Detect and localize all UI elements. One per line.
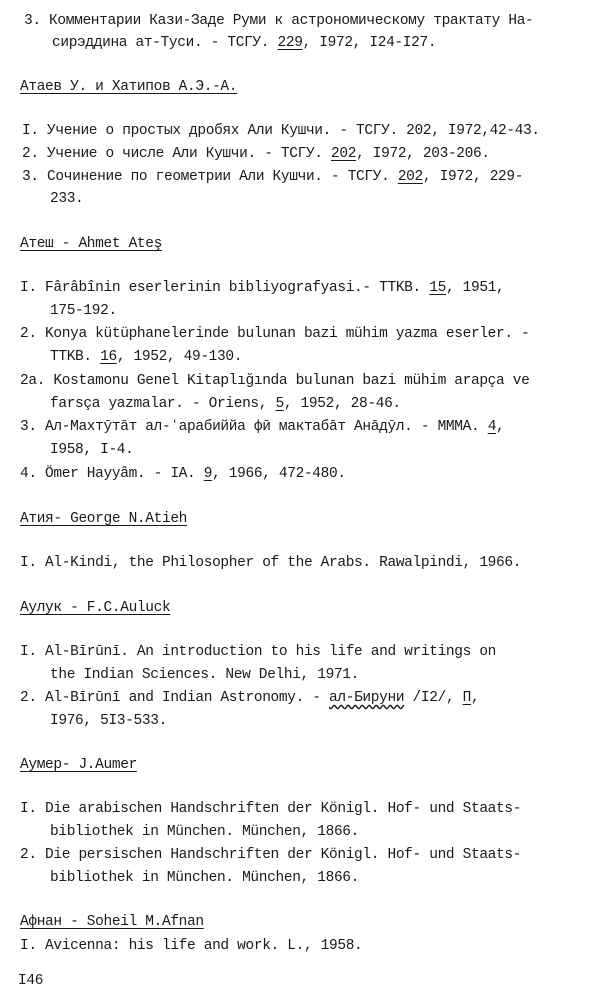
entry-line: I. Al-Kindi, the Philosopher of the Arabs. Rawalpindi, 1966. — [20, 555, 522, 571]
volume-number: 229 — [277, 35, 303, 51]
author-heading: Атаев У. и Хатипов А.Э.-А. — [20, 79, 238, 95]
entry-line: 3. Ал-Махтӯтāт ал-ʻарабиййа фӣ мактабāт Анāдӯл. - МММА. 4, — [20, 419, 505, 435]
entry-line: I. Fârâbînin eserlerinin bibliyografyasi.- TTKB. 15, 1951, — [20, 280, 505, 296]
entry-line: TTKB. 16, 1952, 49-130. — [50, 349, 243, 365]
entry-line: I. Avicenna: his life and work. L., 1958. — [20, 938, 363, 954]
entry-line: 3. Комментарии Кази-Заде Руми к астрономическому трактату На- — [24, 13, 534, 29]
author-heading: Аумер- J.Aumer — [20, 757, 137, 773]
entry-line: 4. Ömer Hayyâm. - IA. 9, 1966, 472-480. — [20, 466, 346, 482]
entry-line: I. Die arabischen Handschriften der Königl. Hof- und Staats- — [20, 801, 522, 817]
entry-line: 2. Die persischen Handschriften der Königl. Hof- und Staats- — [20, 847, 522, 863]
volume-number: 15 — [429, 280, 446, 296]
entry-line: 175-192. — [50, 303, 117, 319]
volume-number: 202 — [331, 146, 357, 162]
entry-line: I. Учение о простых дробях Али Кушчи. - ТСГУ. 202, I972,42-43. — [22, 123, 540, 139]
entry-line: сирэддина ат-Туси. - ТСГУ. 229, I972, I24-I27. — [52, 35, 437, 51]
entry-line: 2. Учение о числе Али Кушчи. - ТСГУ. 202, I972, 203-206. — [22, 146, 490, 162]
entry-line: I976, 5I3-533. — [50, 713, 167, 729]
entry-line: bibliothek in München. München, 1866. — [50, 870, 360, 886]
book-title: ал-Бируни — [329, 690, 405, 706]
entry-line: I958, I-4. — [50, 442, 134, 458]
volume-number: 4 — [487, 419, 497, 435]
author-heading: Атеш - Ahmet Ateş — [20, 236, 162, 252]
author-heading: Атия- George N.Atieh — [20, 511, 188, 527]
entry-line: farsça yazmalar. - Oriens, 5, 1952, 28-46. — [50, 396, 401, 412]
volume-number: 9 — [203, 466, 213, 482]
author-heading: Аулук - F.C.Auluck — [20, 600, 171, 616]
entry-line: 233. — [50, 191, 84, 207]
entry-line: I. Al-Bīrūnī. An introduction to his life and writings on — [20, 644, 497, 660]
volume-number: 5 — [275, 396, 284, 412]
volume-number: П — [462, 690, 472, 706]
entry-line: 2. Konya kütüphanelerinde bulunan bazi mühim yazma eserler. - — [20, 326, 530, 342]
author-heading: Афнан - Soheil M.Afnan — [20, 914, 204, 930]
entry-line: the Indian Sciences. New Delhi, 1971. — [50, 667, 360, 683]
entry-line: 2a. Kostamonu Genel Kitaplığında bulunan bazi mühim arapça ve — [20, 373, 530, 389]
volume-number: 202 — [397, 169, 423, 185]
volume-number: 16 — [100, 349, 117, 365]
page-number: I46 — [18, 973, 44, 989]
entry-line: 3. Сочинение по геометрии Али Кушчи. - ТСГУ. 202, I972, 229- — [22, 169, 524, 185]
entry-line: bibliothek in München. München, 1866. — [50, 824, 360, 840]
entry-line: 2. Al-Bīrūnī and Indian Astronomy. - ал-Бируни /I2/, П, — [20, 690, 480, 706]
